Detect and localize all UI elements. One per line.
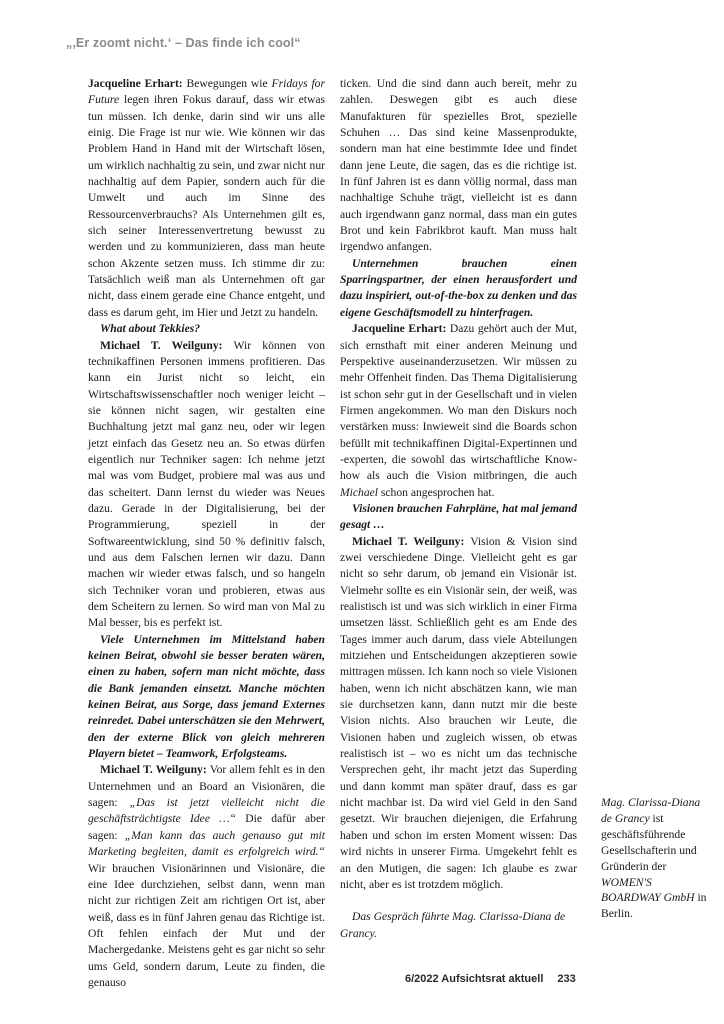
speaker-name: Michael T. Weilguny: — [100, 338, 223, 352]
paragraph-text: Wir brauchen Visionärinnen und Visionäre, die eine Idee durchziehen, selbst dann, wenn man nicht zur richtigen Zeit am richtigen Ort ist, aber weiß, dass es in fünf Jahren genau das Richtige ist. Oft fehlen einfach der Mut und der Machergedanke. Meistens geht es gar nicht so sehr ums Geld, sondern darum, Leute zu finden, die genauso — [88, 861, 325, 989]
paragraph — [88, 338, 325, 632]
running-head: „,Er zoomt nicht.‘ – Das finde ich cool“ — [66, 36, 301, 50]
page-footer — [405, 973, 576, 985]
page-number: 233 — [557, 973, 576, 985]
paragraph-text: schon angesprochen hat. — [378, 485, 495, 499]
paragraph — [88, 762, 325, 991]
interview-credit: Das Gespräch führte Mag. Clarissa-Diana de Grancy. — [340, 910, 566, 940]
author-bio — [601, 795, 711, 922]
paragraph-text: Vor allem fehlt es in den Unternehmen und an Board an Visionären, die sagen: — [88, 763, 325, 810]
paragraph — [340, 534, 577, 894]
quote-text: „Das ist jetzt vielleicht nicht die geschäftsträchtigste Idee …“ — [88, 796, 325, 826]
paragraph: ticken. Und die sind dann auch bereit, mehr zu zahlen. Deswegen gibt es auch diese Manufakturen für spezielles Brot, spezielle Schuhen … Das sind keine Massenprodukte, sondern man hat eine bestimmte Idee und findet dann jene Leute, die sagen, das es die richtige ist. In fünf Jahren ist es dann völlig normal, dass man nachhaltige Schuhe trägt, vielleicht ist es dann auch irgendwann ganz normal, dass man ein gutes Brot und kein Fabrikbrot kauft. Man muss halt irgendwo anfangen. — [340, 77, 577, 254]
paragraph-text: Die dafür aber sagen: — [88, 812, 325, 842]
paragraph — [340, 321, 577, 501]
paragraph-text: Vision & Vision sind zwei verschiedene Dinge. Vielleicht geht es gar nicht so sehr darum, ob jemand ein Visionär ist. Vielmehr sollte es ein Visionär sein, der weiß, was realistisch ist und was sich wirklich in einer Firma umsetzen lässt. Schließlich geht es am Ende des Tages immer auch darum, dass viele Abteilungen mitziehen und Entscheidungen akzeptieren sowie mittragen müssen. Ich kann noch so viele Visionen haben, wenn ich nicht abschätzen kann, wie man sie durchsetzen kann, dann nutzt mir die beste Vision nichts. Also brauchen wir Leute, die Visionen haben und zugleich wissen, ob etwas realistisch ist – wo es nicht um das technische Versprechen geht, ihr macht jetzt das Superding und dann kommt man später drauf, dass es gar nicht machbar ist. Da wird viel Geld in den Sand gesetzt. Wir brauchen diejenigen, die Erfahrung haben und schon im ersten Moment wissen: Das wird nichts in unserer Firma. Umgekehrt fehlt es an den Mutigen, die sagen: Ich glaube es zwar nicht, aber es ist trotzdem möglich. — [340, 534, 578, 891]
emphasis-text: Michael — [340, 485, 378, 499]
paragraph — [88, 76, 325, 321]
paragraph-text: Bewegungen wie — [182, 77, 272, 90]
emphasis-text: Fridays for Future — [88, 77, 325, 107]
speaker-name: Michael T. Weilguny: — [352, 534, 465, 548]
paragraph-text: Dazu gehört auch der Mut, sich ernsthaft mit einer anderen Meinung und Perspektive auseinanderzusetzen. Wir müssen zu mehr Offenheit finden. Das Thema Digitalisierung ist schon sehr gut in der Gesellschaft und in vielen Firmen angekommen. Wo man den Diskurs noch verstärken muss: Inwieweit sind die Boards schon befüllt mit technikaffinen Digital-Expertinnen und -experten, die sowohl das wirtschaftliche Know-how als auch die Vision mitbringen, die auch — [340, 322, 577, 483]
quote-text: „Man kann das auch genauso gut mit Marketing begleiten, damit es erfolgreich wird.“ — [88, 828, 325, 859]
bio-text: ist geschäftsführende Gesellschafterin und Gründerin der — [601, 811, 697, 873]
column-left — [88, 76, 325, 991]
bio-text: in Berlin. — [601, 891, 707, 921]
interview-question: Viele Unternehmen im Mittelstand haben keinen Beirat, obwohl sie besser beraten wären, einen zu haben, sofern man nicht möchte, dass die Bank jemanden einsetzt. Manche möchten keinen Beirat, aus Sorge, dass jemand Externes reinredet. Dabei unterschätzen sie den Mehrwert, den der externe Blick von gleich mehreren Playern bietet – Teamwork, Erfolgsteams. — [88, 632, 325, 761]
interview-question: Visionen brauchen Fahrpläne, hat mal jemand gesagt … — [340, 501, 577, 532]
paragraph-text: legen ihren Fokus darauf, dass wir etwas tun müssen. Ich denke, darin sind wir uns alle einig. Die Frage ist nur wie. Wie können wir das Problem Hand in Hand mit der Wirtschaft lösen, um wirklich nachhaltig zu sein, und zwar nicht nur nachhaltig auf dem Papier, sondern auch für die Umwelt und auch im Sinne des Ressourcenverbrauchs? Als Unternehmen gilt es, sich seiner Interessenvertretung bewusst zu werden und zu kommunizieren, dass man heute schon Akzente setzen muss. Ich stimme dir zu: Tatsächlich weiß man als Unternehmen oft gar nicht, dass einem gerade eine Chance entgeht, und dass es darum geht, im Hier und Jetzt zu handeln. — [88, 93, 325, 319]
interview-question: Unternehmen brauchen einen Sparringspartner, der einen herausfordert und dazu inspiriert, out-of-the-box zu denken und das eigene Geschäftsmodell zu hinterfragen. — [340, 256, 577, 319]
paragraph-text: Wir können von technikaffinen Personen immens profitieren. Das kann ein Jurist nicht so leicht, ein Wirtschaftswissenschaftler noch weniger leicht – sie können nicht sagen, wir gestalten eine Buchhaltung jetzt mal ganz neu, oder wir legen jetzt einfach das Gesetz neu an. So etwas dürfen eigentlich nur Techniker sagen: Ich nehme jetzt mal was vom Budget, probiere mal was aus und das scheitert. Dann lernst du wieder was Neues dazu. Gerade in der Digitalisierung, bei der Programmierung, speziell in der Softwareentwicklung, sind 50 % definitiv falsch, und aus dem Falschen lernen wir dazu. Dann machen wir wieder etwas falsch, und so hangeln sich Techniker voran und probieren, etwas aus dem Scheitern zu lernen. So wird man von Mal zu Mal besser, bis es perfekt ist. — [88, 338, 325, 630]
interview-question: What about Tekkies? — [100, 322, 201, 336]
publication-issue: 6/2022 Aufsichtsrat aktuell — [405, 973, 544, 985]
speaker-name: Jacqueline Erhart: — [352, 322, 447, 336]
speaker-name: Jacqueline Erhart: — [88, 77, 183, 90]
bio-company: WOMEN'S BOARDWAY GmbH — [601, 875, 695, 905]
column-right — [340, 76, 577, 942]
bio-name: Mag. Clarissa-Diana de Grancy — [601, 796, 701, 825]
speaker-name: Michael T. Weilguny: — [100, 763, 207, 777]
